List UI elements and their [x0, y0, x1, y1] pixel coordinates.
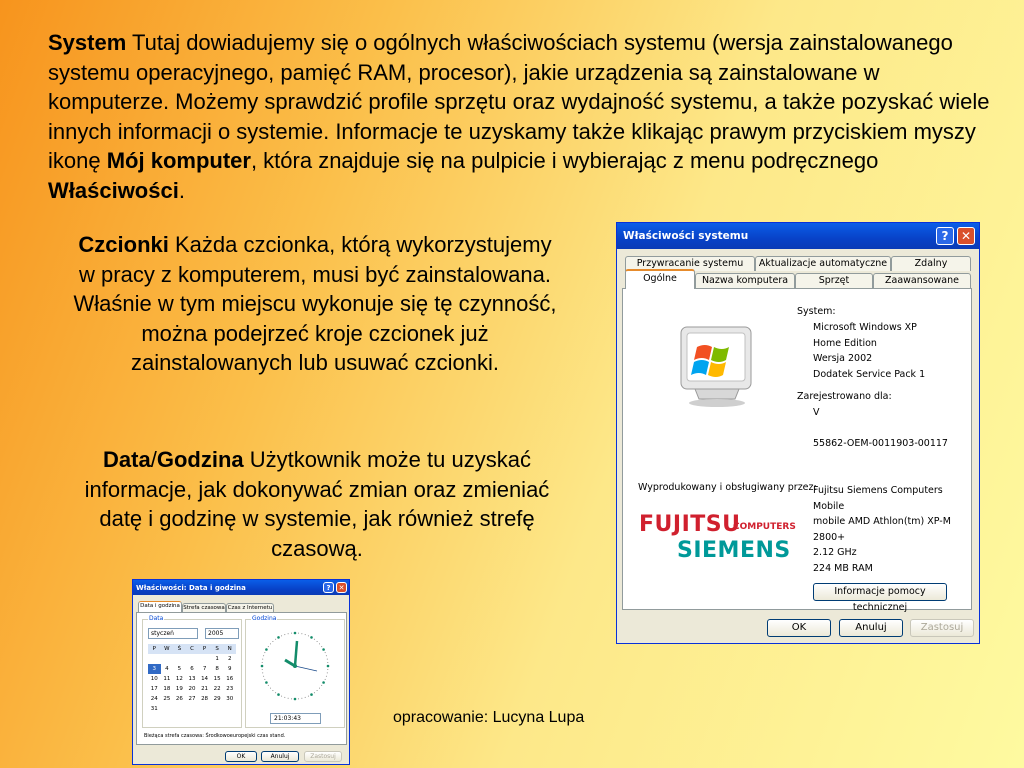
clock-tick: [321, 646, 322, 647]
tab-automatic-updates[interactable]: Aktualizacje automatyczne: [755, 256, 891, 271]
system-properties-title: Właściwości systemu: [623, 230, 749, 242]
clock-tick: [262, 659, 263, 660]
clock-tick: [305, 634, 306, 635]
clock-tick: [317, 641, 318, 642]
clock-tick: [314, 639, 315, 640]
datetime-properties-window: [132, 579, 350, 765]
clock-tick: [270, 643, 271, 644]
clock-tick: [294, 632, 297, 635]
clock-tick: [272, 641, 273, 642]
clock-tick: [268, 685, 269, 686]
clock-tick: [265, 681, 268, 684]
close-button[interactable]: ✕: [957, 227, 975, 245]
clock-tick: [308, 635, 309, 636]
date-groupbox: [142, 615, 242, 728]
clock-tick: [298, 698, 299, 699]
clock-tick: [281, 635, 282, 636]
clock-tick: [284, 634, 285, 635]
calendar-day[interactable]: 18: [163, 686, 171, 692]
calendar-day[interactable]: 31: [150, 706, 158, 712]
calendar-grid: [148, 644, 236, 714]
clock-tick: [314, 692, 315, 693]
weekday-header: S: [211, 644, 224, 654]
clock-tick: [264, 679, 265, 680]
calendar-day[interactable]: 24: [150, 696, 158, 702]
clock-tick: [327, 669, 328, 670]
product-id: 55862-OEM-0011903-00117: [813, 438, 948, 449]
tab-remote[interactable]: Zdalny: [891, 256, 971, 271]
system-term: System: [48, 30, 127, 55]
model-type: Mobile: [813, 500, 845, 512]
system-properties-window: [616, 222, 980, 644]
date-group-label: Data: [149, 615, 164, 622]
calendar-day: [173, 654, 186, 664]
clock-tick: [268, 646, 269, 647]
fonts-paragraph: [70, 230, 560, 378]
slash: /: [150, 447, 157, 472]
datetime-titlebar[interactable]: [133, 580, 349, 595]
clock-tick: [326, 655, 327, 656]
clock-tick: [284, 697, 285, 698]
windows-xp-monitor-icon: [675, 323, 759, 413]
help-button[interactable]: ?: [936, 227, 954, 245]
os-service-pack: Dodatek Service Pack 1: [813, 368, 926, 380]
system-text-2: , która znajduje się na pulpicie i wybierając z menu podręcznego: [250, 148, 879, 173]
clock-tick: [301, 633, 302, 634]
apply-button[interactable]: Zastosuj: [910, 619, 974, 637]
system-info: [813, 320, 925, 382]
tab-time-zone[interactable]: Strefa czasowa: [183, 605, 225, 611]
clock-tick: [288, 698, 289, 699]
clock-tick: [281, 696, 282, 697]
processor-speed: 2.12 GHz: [813, 547, 857, 558]
ok-button[interactable]: OK: [225, 751, 257, 762]
calendar-day: [161, 654, 174, 664]
date-term: Data: [103, 447, 151, 472]
calendar-day: [148, 654, 161, 664]
clock-tick: [275, 692, 276, 693]
weekday-header: Ś: [173, 644, 186, 654]
datetime-title: Właściwości: Data i godzina: [136, 583, 246, 592]
clock-tick: [327, 662, 328, 663]
clock-tick: [319, 688, 320, 689]
fonts-text: Każda czcionka, którą wykorzystujemy w pracy z komputerem, musi być zainstalowana. Właśnie w tym miejscu wykonuje się tę czynność, można podejrzeć kroje czcionek już zainstalowanych lub usuwać czcionki.: [73, 232, 557, 375]
manufacturer-label: Wyprodukowany i obsługiwany przez:: [638, 482, 817, 493]
cancel-button[interactable]: Anuluj: [839, 619, 903, 637]
clock-tick: [327, 672, 328, 673]
clock-tick: [327, 659, 328, 660]
author-footer: opracowanie: Lucyna Lupa: [393, 709, 585, 726]
cancel-button[interactable]: Anuluj: [261, 751, 299, 762]
calendar-day[interactable]: 12: [175, 676, 183, 682]
properties-term: Właściwości: [48, 177, 179, 203]
logo-computers: COMPUTERS: [733, 522, 796, 532]
registered-user: V: [813, 407, 820, 418]
clock-tick: [263, 676, 264, 677]
clock-tick: [262, 672, 263, 673]
calendar-day[interactable]: 21: [201, 686, 209, 692]
tab-hardware[interactable]: Sprzęt: [795, 273, 873, 288]
calendar-day[interactable]: 27: [188, 696, 196, 702]
month-select[interactable]: styczeń: [148, 628, 198, 639]
close-button[interactable]: ✕: [336, 582, 347, 593]
fonts-term: Czcionki: [78, 232, 169, 257]
clock-tick: [322, 648, 325, 651]
calendar-day[interactable]: 25: [163, 696, 171, 702]
calendar-day[interactable]: 8: [215, 666, 219, 672]
clock-tick: [277, 636, 280, 639]
logo-siemens: SIEMENS: [677, 538, 791, 563]
clock-tick: [294, 698, 297, 701]
clock-tick: [275, 639, 276, 640]
year-stepper[interactable]: 2005: [205, 628, 239, 639]
clock-tick: [262, 669, 263, 670]
help-button[interactable]: ?: [323, 582, 334, 593]
calendar-day[interactable]: 23: [226, 686, 234, 692]
processor: mobile AMD Athlon(tm) XP-M: [813, 516, 951, 527]
weekday-header: W: [161, 644, 174, 654]
fujitsu-siemens-logo: [639, 512, 799, 572]
calendar-day[interactable]: 2: [227, 656, 232, 662]
apply-button[interactable]: Zastosuj: [304, 751, 342, 762]
system-label: System:: [797, 306, 836, 317]
tab-internet-time[interactable]: Czas z Internetu: [227, 605, 273, 611]
manufacturer-info: [813, 483, 951, 576]
clock-tick: [327, 665, 330, 668]
registered-org: [813, 421, 948, 437]
registered-info: [813, 405, 948, 452]
clock-tick: [310, 636, 313, 639]
calendar-day[interactable]: 14: [201, 676, 209, 682]
calendar-day[interactable]: 30: [226, 696, 234, 702]
clock-tick: [270, 688, 271, 689]
time-groupbox: [245, 615, 345, 728]
calendar-day[interactable]: 16: [226, 676, 234, 682]
tab-system-restore[interactable]: Przywracanie systemu: [625, 256, 755, 271]
clock-tick: [291, 633, 292, 634]
clock-tick: [298, 633, 299, 634]
calendar-day[interactable]: 1: [215, 656, 219, 662]
system-text-1: Tutaj dowiadujemy się o ogólnych właściwościach systemu (wersja zainstalowanego systemu operacyjnego, pamięć RAM, procesor), jakie urządzenia są zainstalowane w komputerze. Możemy sprawdzić profile sprzętu oraz wydajność systemu, a także pozyskać wiele innych informacji o systemie. Informacje te uzyskamy także klikając prawym przyciskiem myszy ikonę: [48, 30, 990, 173]
datetime-text: Użytkownik może tu uzyskać informacje, jak dokonywać zmian oraz zmieniać datę i godzinę w systemie, jak również strefę czasową.: [84, 447, 550, 561]
calendar-day[interactable]: 9: [227, 666, 232, 672]
calendar-day[interactable]: 11: [163, 676, 171, 682]
clock-tick: [265, 648, 268, 651]
calendar-day[interactable]: 5: [177, 666, 182, 672]
calendar-day[interactable]: 13: [188, 676, 196, 682]
tab-advanced[interactable]: Zaawansowane: [873, 273, 971, 288]
os-name: Microsoft Windows XP: [813, 322, 917, 333]
clock-tick: [301, 698, 302, 699]
calendar-day[interactable]: 26: [175, 696, 183, 702]
ok-button[interactable]: OK: [767, 619, 831, 637]
ram-amount: 224 MB RAM: [813, 562, 873, 574]
tab-date-time[interactable]: Data i godzina: [138, 601, 182, 613]
clock-tick: [319, 643, 320, 644]
clock-tick: [310, 693, 313, 696]
clock-tick: [305, 697, 306, 698]
processor-model: 2800+: [813, 531, 846, 543]
clock-tick: [326, 676, 327, 677]
my-computer-term: Mój komputer: [106, 148, 251, 173]
time-input[interactable]: 21:03:43: [270, 713, 321, 724]
datetime-panel: [136, 612, 347, 745]
calendar-day[interactable]: 29: [213, 696, 221, 702]
registered-label: Zarejestrowano dla:: [797, 391, 892, 402]
time-group-label: Godzina: [252, 615, 277, 622]
support-info-button[interactable]: Informacje pomocy technicznej: [813, 583, 947, 601]
weekday-header: N: [223, 644, 236, 654]
current-timezone-text: Bieżąca strefa czasowa: Środkowoeuropejski czas stand.: [144, 733, 286, 739]
clock-tick: [321, 685, 322, 686]
clock-tick: [325, 652, 326, 653]
clock-tick: [272, 690, 273, 691]
system-paragraph: [48, 28, 998, 205]
clock-tick: [308, 696, 309, 697]
system-properties-titlebar[interactable]: [617, 223, 979, 249]
weekday-header: P: [198, 644, 211, 654]
calendar-day[interactable]: 10: [150, 676, 158, 682]
tab-computer-name[interactable]: Nazwa komputera: [695, 273, 795, 288]
logo-fujitsu: FUJITSU: [639, 512, 741, 537]
calendar-day[interactable]: 28: [201, 696, 209, 702]
weekday-header: C: [186, 644, 199, 654]
calendar-day[interactable]: 22: [213, 686, 221, 692]
calendar-day[interactable]: 15: [213, 676, 221, 682]
calendar-day: [186, 654, 199, 664]
weekday-header: P: [148, 644, 161, 654]
clock-tick: [277, 693, 280, 696]
clock-tick: [291, 698, 292, 699]
clock-tick: [261, 665, 264, 668]
general-tab-panel: [622, 288, 972, 613]
clock-tick: [317, 690, 318, 691]
datetime-paragraph: [72, 445, 562, 563]
clock-tick: [325, 679, 326, 680]
clock-tick: [263, 655, 264, 656]
tab-general[interactable]: Ogólne: [625, 269, 695, 289]
calendar-day[interactable]: 20: [188, 686, 196, 692]
calendar-day[interactable]: 4: [165, 666, 169, 672]
time-term: Godzina: [156, 447, 244, 472]
analog-clock: [257, 628, 333, 704]
clock-tick: [322, 681, 325, 684]
clock-tick: [264, 652, 265, 653]
calendar-day: [198, 654, 211, 664]
os-edition: Home Edition: [813, 337, 877, 349]
calendar-day[interactable]: 3: [148, 664, 161, 674]
manufacturer-name: Fujitsu Siemens Computers: [813, 485, 943, 496]
calendar-day[interactable]: 17: [150, 686, 158, 692]
clock-tick: [288, 633, 289, 634]
calendar-day[interactable]: 7: [202, 666, 207, 672]
os-version: Wersja 2002: [813, 353, 873, 364]
calendar-day[interactable]: 6: [190, 666, 194, 672]
clock-tick: [262, 662, 263, 663]
system-text-3: .: [178, 177, 185, 203]
calendar-day[interactable]: 19: [175, 686, 183, 692]
